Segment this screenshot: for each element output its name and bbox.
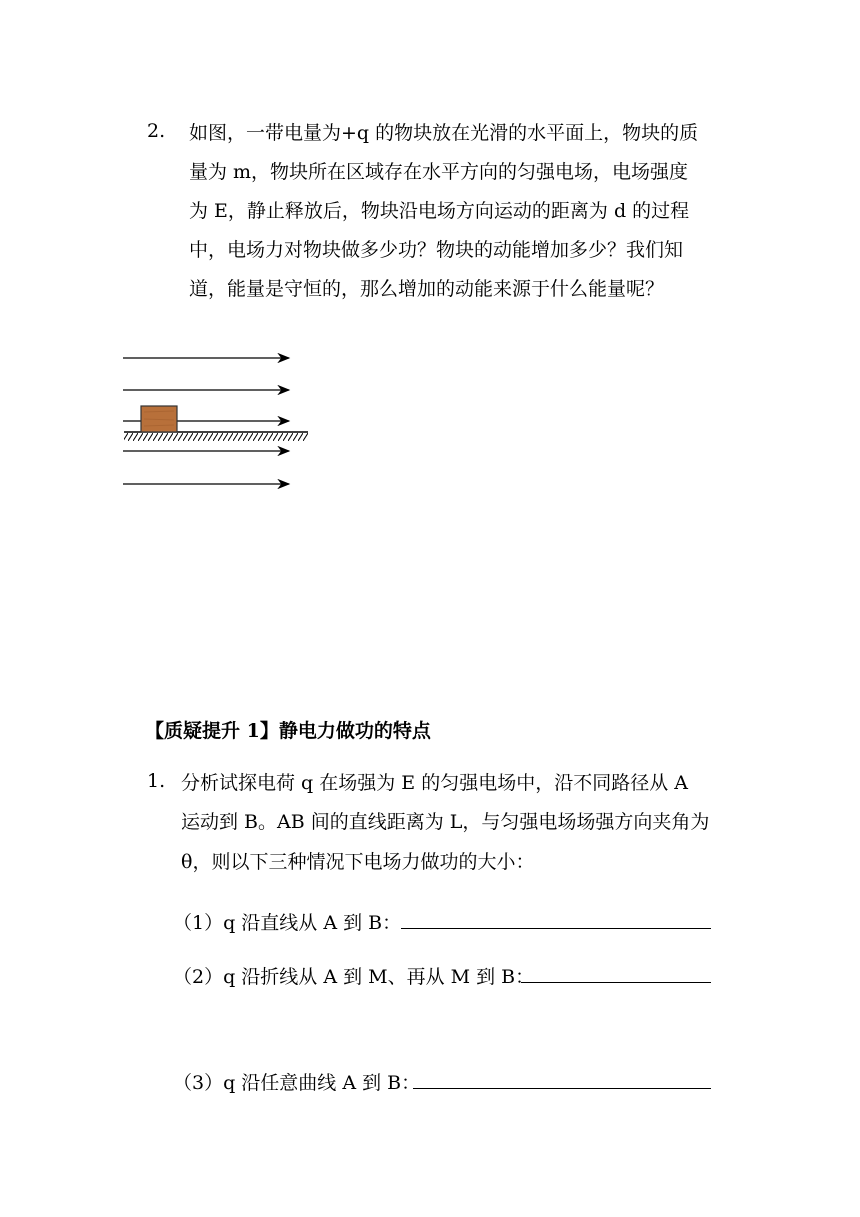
q2-line-2: 量为 m，物块所在区域存在水平方向的匀强电场，电场强度 xyxy=(189,161,689,183)
question-1-number: 1. xyxy=(147,770,166,792)
electric-field-figure xyxy=(118,345,318,495)
sub-item-3-label: （3）q 沿任意曲线 A 到 B： xyxy=(173,1072,421,1094)
question-2-number: 2. xyxy=(147,120,166,142)
q1-line-3: θ，则以下三种情况下电场力做功的大小： xyxy=(181,851,535,873)
section-heading: 【质疑提升 1】静电力做功的特点 xyxy=(145,720,431,742)
q2-line-5: 道，能量是守恒的，那么增加的动能来源于什么能量呢？ xyxy=(189,278,665,300)
sub-item-2 xyxy=(173,964,534,990)
ground-hatch xyxy=(124,433,308,441)
sub-item-3 xyxy=(173,1070,420,1096)
q2-line-1: 如图，一带电量为+q 的物块放在光滑的水平面上，物块的质 xyxy=(189,122,699,144)
answer-blank-2[interactable] xyxy=(521,964,711,983)
sub-item-2-label: （2）q 沿折线从 A 到 M、再从 M 到 B： xyxy=(173,966,535,988)
sub-item-1-label: （1）q 沿直线从 A 到 B： xyxy=(173,912,402,934)
q1-line-1: 分析试探电荷 q 在场强为 E 的匀强电场中，沿不同路径从 A xyxy=(181,772,688,794)
q2-line-3: 为 E，静止释放后，物块沿电场方向运动的距离为 d 的过程 xyxy=(189,200,690,222)
q2-line-4: 中，电场力对物块做多少功？物块的动能增加多少？我们知 xyxy=(189,239,684,261)
q1-line-2: 运动到 B。AB 间的直线距离为 L，与匀强电场场强方向夹角为 xyxy=(181,811,710,833)
answer-blank-3[interactable] xyxy=(413,1070,711,1089)
answer-blank-1[interactable] xyxy=(401,910,711,929)
sub-item-1 xyxy=(173,910,401,936)
